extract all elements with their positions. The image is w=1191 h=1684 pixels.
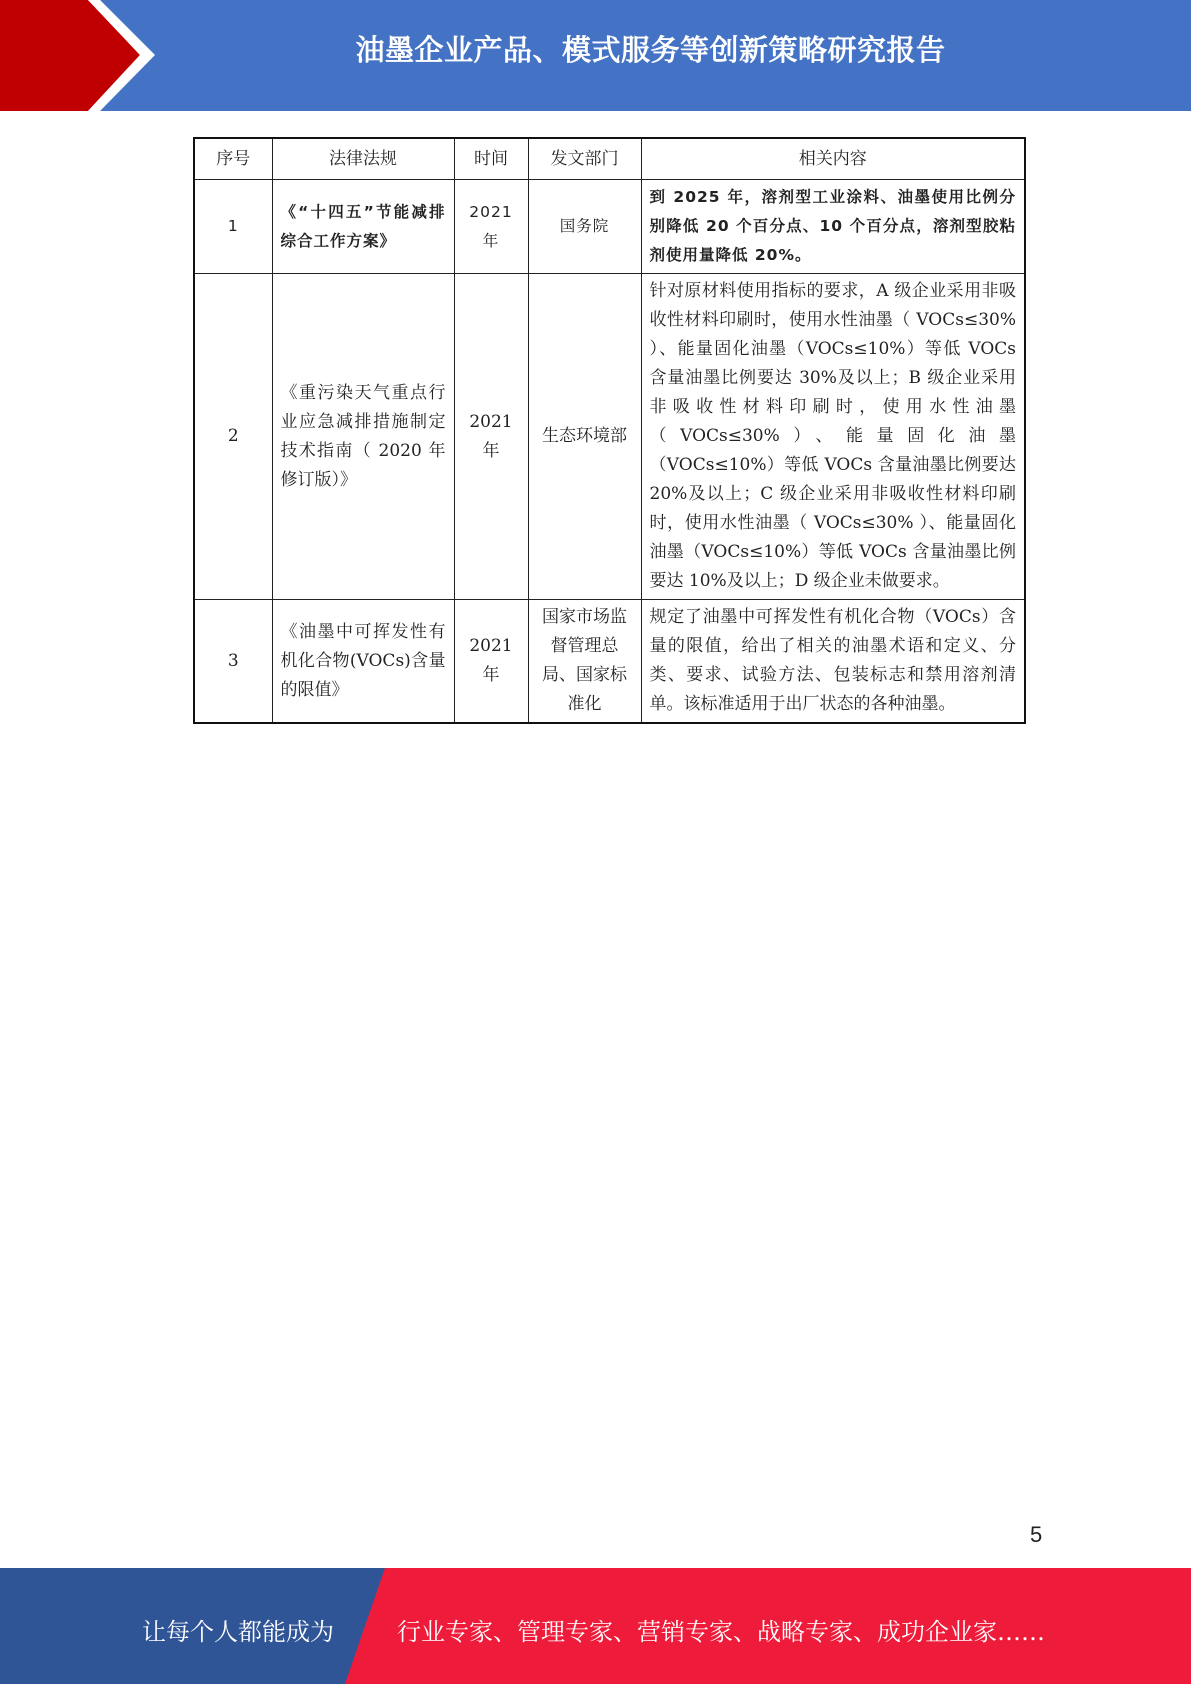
- footer-slogan-right: 行业专家、管理专家、营销专家、战略专家、成功企业家……: [397, 1618, 1045, 1646]
- row-content: 针对原材料使用指标的要求，A 级企业采用非吸收性材料印刷时，使用水性油墨（ VOCs≤30% ）、能量固化油墨（VOCs≤10%）等低 VOCs 含量油墨比例要达 30%及以上；B 级企业采用非吸收性材料印刷时，使用水性油墨（VOCs≤30%）、能量固化油墨（VOCs≤10%）等低 VOCs 含量油墨比例要达 20%及以上；C 级企业采用非吸收性材料印刷时，使用水性油墨（ VOCs≤30% ）、能量固化油墨（VOCs≤10%）等低 VOCs 含量油墨比例要达 10%及以上；D 级企业未做要求。: [641, 274, 1025, 600]
- table-row: [194, 274, 1025, 600]
- table-row: [194, 600, 1025, 724]
- column-header-content: 相关内容: [641, 138, 1025, 180]
- table-header-row: [194, 138, 1025, 180]
- page-number: 5: [1030, 1522, 1043, 1547]
- row-time: 2021年: [454, 274, 528, 600]
- report-title: 油墨企业产品、模式服务等创新策略研究报告: [355, 33, 946, 67]
- regulations-table-container: [193, 137, 1026, 724]
- row-law: 《重污染天气重点行业应急减排措施制定技术指南（ 2020 年修订版）》: [272, 274, 454, 600]
- row-number: 3: [194, 600, 272, 724]
- row-time: 2021年: [454, 180, 528, 274]
- row-number: 2: [194, 274, 272, 600]
- row-law: 《“十四五”节能减排综合工作方案》: [272, 180, 454, 274]
- column-header-number: 序号: [194, 138, 272, 180]
- footer-slogan-left: 让每个人都能成为: [142, 1618, 334, 1646]
- footer-bar: [0, 1568, 1191, 1684]
- row-law: 《油墨中可挥发性有机化合物(VOCs)含量的限值》: [272, 600, 454, 724]
- column-header-department: 发文部门: [528, 138, 641, 180]
- regulations-table: [193, 137, 1026, 724]
- column-header-time: 时间: [454, 138, 528, 180]
- row-content: 到 2025 年，溶剂型工业涂料、油墨使用比例分别降低 20 个百分点、10 个百分点，溶剂型胶粘剂使用量降低 20%。: [641, 180, 1025, 274]
- header-bar: [0, 0, 1191, 111]
- table-row: [194, 180, 1025, 274]
- row-department: 生态环境部: [528, 274, 641, 600]
- column-header-law: 法律法规: [272, 138, 454, 180]
- row-time: 2021年: [454, 600, 528, 724]
- row-number: 1: [194, 180, 272, 274]
- row-department: 国务院: [528, 180, 641, 274]
- row-department: 国家市场监督管理总局、国家标准化: [528, 600, 641, 724]
- row-content: 规定了油墨中可挥发性有机化合物（VOCs）含量的限值，给出了相关的油墨术语和定义、分类、要求、试验方法、包装标志和禁用溶剂清单。该标准适用于出厂状态的各种油墨。: [641, 600, 1025, 724]
